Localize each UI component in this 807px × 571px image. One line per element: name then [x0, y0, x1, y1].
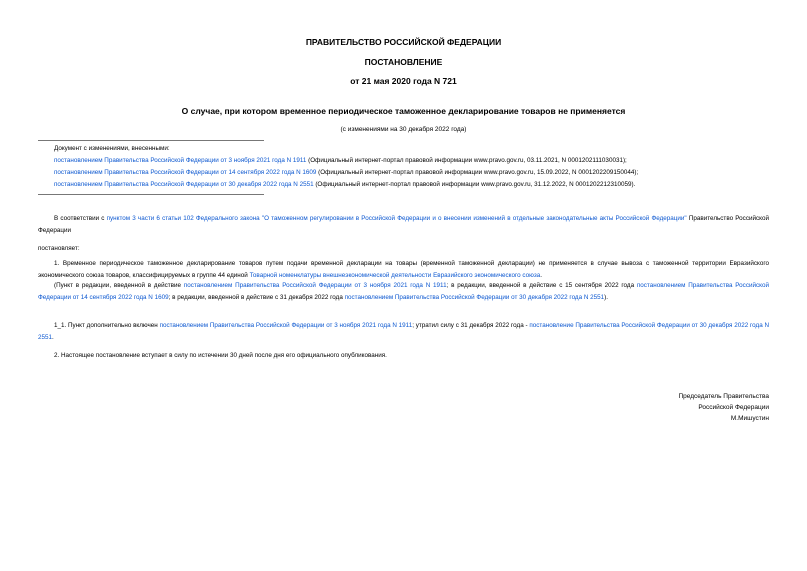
preamble: [38, 213, 769, 236]
change-source: (Официальный интернет-портал правовой информации www.pravo.gov.ru, 15.09.2022, N 0001202209150044);: [316, 169, 639, 176]
paragraph-1-end: .: [540, 271, 542, 279]
document-date-number: от 21 мая 2020 года N 721: [350, 76, 457, 86]
note-link[interactable]: постановлением Правительства Российской Федерации от 14 сентября 2022 года N 1609: [38, 282, 770, 301]
change-source: (Официальный интернет-портал правовой информации www.pravo.gov.ru, 03.11.2021, N 0001202111030031);: [306, 157, 627, 164]
preamble-prefix: В соответствии с: [54, 215, 107, 222]
paragraph-1-text: 1. Временное периодическое таможенное декларирование товаров путем подачи временной декларации на товары (временной таможенной декларации) не применяется в случае вывоза с таможенной территории Евразийского экономического союза товаров, классифицируемых в группе 44 единой: [38, 260, 769, 279]
change-link[interactable]: постановлением Правительства Российской Федерации от 14 сентября 2022 года N 1609: [54, 169, 317, 176]
change-link[interactable]: постановлением Правительства Российской Федерации от 30 декабря 2022 года N 2551: [54, 181, 314, 188]
signature-position: Председатель Правительства: [678, 393, 769, 400]
paragraph-1: [38, 258, 769, 281]
note-text: ).: [604, 293, 609, 301]
included-by-link[interactable]: постановлением Правительства Российской Федерации от 3 ноября 2021 года N 1911: [159, 322, 413, 329]
signature-organization: Российской Федерации: [698, 404, 769, 411]
repealed-by-link[interactable]: постановление Правительства Российской Федерации от 30 декабря 2022 года N 2551: [38, 322, 770, 341]
change-item: [54, 179, 635, 191]
paragraph-1-1-text: ; утратил силу с 31 декабря 2022 года -: [412, 322, 530, 329]
decides-label: постановляет:: [38, 245, 80, 252]
paragraph-1-revision-note: [38, 280, 769, 303]
changes-intro: Документ с изменениями, внесенными:: [54, 145, 170, 152]
note-text: (Пункт в редакции, введенной в действие: [54, 282, 184, 289]
tn-ved-link[interactable]: Товарной номенклатуры внешнеэкономической деятельности Евразийского экономического союза: [249, 271, 541, 279]
note-link[interactable]: постановлением Правительства Российской Федерации от 3 ноября 2021 года N 1911: [183, 282, 447, 289]
document-title: О случае, при котором временное периодическое таможенное декларирование товаров не применяется: [181, 106, 626, 116]
paragraph-1-1-text: 1_1. Пункт дополнительно включен: [54, 322, 160, 329]
change-source: (Официальный интернет-портал правовой информации www.pravo.gov.ru, 31.12.2022, N 0001202212310059).: [313, 181, 636, 188]
paragraph-1-1-text: .: [52, 333, 54, 341]
paragraph-1-1: [38, 320, 769, 343]
paragraph-2: 2. Настоящее постановление вступает в силу по истечении 30 дней после дня его официального опубликования.: [54, 352, 387, 359]
note-link[interactable]: постановлением Правительства Российской Федерации от 30 декабря 2022 года N 2551: [344, 293, 605, 301]
changes-bottom-divider: [38, 194, 264, 195]
revision-note: (с изменениями на 30 декабря 2022 года): [340, 126, 467, 133]
change-link[interactable]: постановлением Правительства Российской Федерации от 3 ноября 2021 года N 1911: [54, 157, 307, 164]
change-item: [54, 167, 638, 179]
federal-law-link[interactable]: пунктом 3 части 6 статьи 102 Федерального закона "О таможенном регулировании в Российской Федерации и о внесении изменений в отдельные законодательные акты Российской Федерации": [106, 215, 687, 222]
signature-name: М.Мишустин: [730, 415, 769, 422]
government-name: ПРАВИТЕЛЬСТВО РОССИЙСКОЙ ФЕДЕРАЦИИ: [305, 37, 502, 47]
document-type: ПОСТАНОВЛЕНИЕ: [364, 57, 443, 67]
preamble-suffix: Правительство Российской Федерации: [38, 215, 769, 234]
note-text: ; в редакции, введенной в действие с 15 сентября 2022 года: [446, 282, 637, 289]
change-item: [54, 155, 627, 167]
changes-top-divider: [38, 140, 264, 141]
note-text: ; в редакции, введенной в действие с 31 декабря 2022 года: [168, 293, 345, 301]
